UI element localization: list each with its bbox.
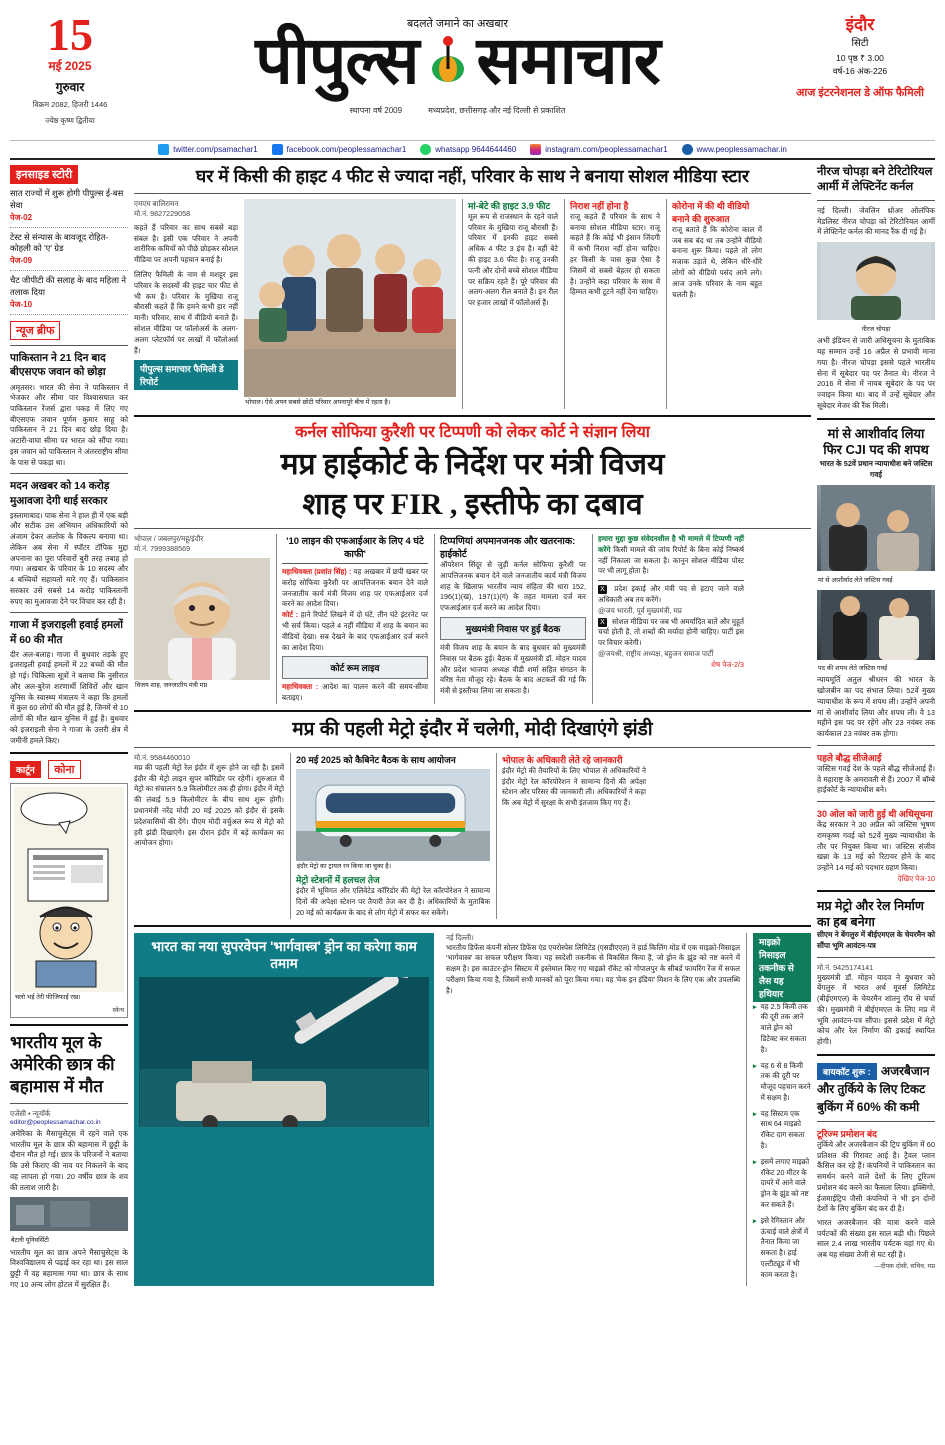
masthead-meta [130, 105, 785, 116]
hub-phone: मो.नं. 9425174141 [817, 962, 874, 972]
bullet-icon: ▸ [753, 1215, 757, 1225]
social-label: whatsapp 9644644460 [435, 145, 517, 154]
edition-price: 10 पृष्ठ ₹ 3.00 [836, 53, 884, 63]
metro-col-1 [134, 753, 284, 919]
social-label: instagram.com/peoplessamachar1 [545, 145, 668, 154]
boycott-body-2: भारत अजरबैजान की यात्रा करने वाले पर्यटकों की संख्या इस साल बढ़ी थी। पिछले साल 2.4 लाख भारतीय पर्यटक वहां गए थे। अब यह संख्या तेजी से घट रही है। [817, 1217, 935, 1260]
col1-subhead: मां-बेटे की हाइट 3.9 फीट [468, 200, 551, 211]
top-story-lead: कहते हैं परिवार का साथ सबसे बड़ा संबल है। इसी एक परिवार ने अपनी शारीरिक कमियों को पीछे छोड़कर सोशल मीडिया पर अपनी पहचान बनाई है। लिलिए फैमिली के नाम से मशहूर इस परिवार के सदस्यों की हाइट चार फीट से भी कम है। परिवार के मुखिया राजू बौरासी कहते हैं कि हमने कभी हार नहीं मानी। परिवार, साथ में वीडियो बनाते हैं। सोशल मीडिया पर फॉलोअर्स के अलग-अलग प्लेटफॉर्म पर लाखों में फॉलोअर्स हैं। [134, 222, 238, 355]
feature-text: यह सिस्टम एक साथ 64 माइक्रो रॉकेट दाग सकता है। [760, 1108, 805, 1151]
neeraj-body: अभी इंडियन से जारी अधिसूचना के मुताबिक यह सम्मान उन्हें 16 अप्रैल से प्रभावी माना गया है। नीरज चोपड़ा इससे पहले भारतीय सेना में सूबेदार पद पर तैनात थे। नीरज ने 2016 में सेना में नायब सूबेदार के पद पर ज्वाइन किया था। बाद में उन्हें सूबेदार और सूबेदार मेजर की रैंक मिली। [817, 336, 935, 410]
bottom-left-body: अमेरिका के मैसाचुसेट्स में रहने वाले एक भारतीय मूल के छात्र की बहामास में छुट्टी के दौरान मौत हो गई। छात्र के परिजनों ने बताया कि उसे किराए की नाव पर निकलने के बाद वह लापता हो गया। 20 वर्षीय छात्र के शव की तलाश जारी है। [10, 1128, 128, 1192]
cartoon-section [10, 760, 128, 1017]
brief-body: दीर अल-बलाह। गाजा में बुधवार तड़के हुए इजराइली हवाई हमलों में 22 बच्चों की मौत हो गई। चिकित्सा सूत्रों ने बताया कि नुसीरात और अल-बुरेज शरणार्थी शिविरों और खान यूनिस के स्वास्थ्य मंत्रालय ने कहा कि हमलों में कुल 60 लोगों की मौत हुई है, जिनमें से 10 लोगों की मौत खान यूनिस में हुई है। बुधवार को इजराइली सेना ने गाजा के उत्तरी क्षेत्र में जमीनी हमले किए। [10, 649, 128, 745]
masthead-title [130, 25, 785, 101]
top-story-photo-block [244, 199, 456, 409]
social-link-whatsapp[interactable] [420, 144, 516, 155]
boycott-signature: —दीपक दोसी, सचिव, मप्र [874, 1262, 935, 1270]
fir-text-1: यह अखबार में छपी खबर पर करोड़ सोफिया कुरैशी पर आपत्तिजनक बयान देने वाले जनजातीय कार्य मंत्री विजय शाह पर एफआईआर दर्ज करने का आदेश दिया। [282, 567, 428, 609]
family-photo-caption: भोपाल। ऐसे अपन सबसे छोटी परिवार अपनापुरे बीच में रहता है। [245, 398, 391, 406]
hub-story [817, 898, 935, 1048]
lead-kicker: कर्नल सोफिया कुरैशी पर टिप्पणी को लेकर कोर्ट ने संज्ञान लिया [295, 424, 650, 442]
col2-body: राजू कहते हैं परिवार के साथ ने बनाया सोशल मीडिया स्टार। राजू कहते हैं कि कोई भी इंसान जिंदगी में कभी निराश नहीं होना चाहिए। हर किसी के पास कुछ ऐसा है जिसमें वो सबसे बेहतर हो सकता है। उन्होंने कहा परिवार के साथ में हिम्मत कभी टूटने नहीं देना चाहिए। [570, 211, 660, 297]
whatsapp-icon [420, 144, 431, 155]
hub-headline[interactable]: मप्र मेट्रो और रेल निर्माण का हब बनेगा [817, 898, 924, 929]
masthead [10, 8, 935, 140]
page-reference[interactable]: शेष पेज-2/3 [711, 659, 744, 669]
masthead-title-left: पीपुल्स [255, 25, 419, 98]
metro-train-photo [296, 769, 490, 861]
lead-col-quotes [592, 534, 744, 704]
bottom-left-headline[interactable]: भारतीय मूल के अमेरिकी छात्र की बहामास में मौत [10, 1032, 115, 1096]
lead-place: भोपाल / जबलपुर/महू/इंदौर [134, 534, 204, 544]
masthead-edition-block [785, 8, 935, 101]
date-weekday: गुरुवार [55, 80, 85, 95]
fir-text-2: हाने रिपोर्ट लिखने में दो घंटे, तीन घंटे इंटरनेट पर भी सर्च किया। पहले 4 नहीं मीडिया में शाह के बयान का वीडियो देखा। सब देखने के बाद एफआईआर दर्ज करने का आदेश दिया। [282, 610, 428, 652]
quote-intro [598, 534, 744, 577]
main-column [134, 165, 811, 1291]
feature-item [753, 1109, 811, 1152]
metro-story [134, 718, 811, 918]
metro-phone: मो.नं. 9584460010 [134, 752, 191, 762]
bullet-icon: ▸ [753, 1001, 757, 1011]
family-photo [244, 199, 456, 397]
col2-subhead: निराश नहीं होना है [570, 200, 629, 211]
cartoon-art [14, 787, 124, 992]
hub-body: मुख्यमंत्री डॉ. मोहन यादव ने बुधवार को बेंगलुरु में भारत अर्थ मूवर्स लिमिटेड (बीईएमएल) के चेयरमैन शांतनु रॉय से चर्चा की। मुख्यमंत्री ने बीईएमएल के लिए मप्र में भूमि आवंटन-पत्र सौंपा। इससे प्रदेश में मेट्रो कोच और रेल निर्माण की इकाई स्थापित होगी। [817, 972, 935, 1047]
brand-logo-icon [421, 35, 475, 101]
bentley-university-photo [10, 1197, 128, 1231]
bhargavastra-story [134, 933, 811, 1286]
feature-text: यह 6 से 8 किमी तक की दूरी पर मौजूद पहचान करने में सक्षम है। [760, 1060, 811, 1102]
quote-intro-body: किसी मामले की जांच रिपोर्ट के बिना कोई निष्कर्ष नहीं निकाला जा सकता है। कानून सोशल मीडिया पोस्ट पर भी लागू होता है। [598, 544, 744, 576]
neeraj-byline: नई दिल्ली। जेवलिन थ्रोअर ओलंपिक मेडलिस्ट नीरज चोपड़ा को टेरिटोरियल आर्मी में लेफ्टिनेंट कर्नल की मानद रैंक दी गई है। [817, 205, 935, 237]
feature-item [753, 1216, 811, 1281]
bullet-icon: ▸ [753, 1108, 757, 1118]
fir-text-3: आदेश का पालन करने की समय-सीमा बताइए। [282, 682, 428, 703]
bullet-icon: ▸ [753, 1060, 757, 1070]
top-story-headline[interactable]: घर में किसी की हाइट 4 फीट से ज्यादा नहीं, परिवार के साथ ने बनाया सोशल मीडिया स्टार [195, 166, 750, 186]
cartoon-frame [10, 783, 128, 1017]
bottom-left-email[interactable]: editor@peoplessamachar.co.in [10, 1118, 101, 1126]
top-story-col-2 [564, 199, 660, 409]
feature-text: यह 2.5 किमी तक की दूरी तक आने वाले ड्रोन को डिटेक्ट कर सकता है। [760, 1001, 808, 1054]
top-story-col-3 [666, 199, 762, 409]
boycott-head-wrap [817, 1062, 935, 1116]
social-link-website[interactable] [682, 144, 787, 155]
lead-headline-line1[interactable]: मप्र हाईकोर्ट के निर्देश पर मंत्री विजय [280, 448, 665, 482]
edition-volume: वर्ष-16 अंक-226 [832, 66, 888, 76]
col3-subhead: कोरोना में की थी वीडियो बनाने की शुरुआत [672, 200, 750, 224]
top-story-byline-block [134, 199, 238, 409]
metro-right-body: इंदौर मेट्रो की तैयारियों के लिए भोपाल से अधिकारियों ने इंदौर मेट्रो रेल कॉरपोरेशन ने सामान्य दिनों की अपेक्षा स्टेशन और परिसर की जानकारी ली। अधिकारियों ने कहा कि अब मेट्रो में सुरक्षा के सभी इंतजाम किए गए हैं। [502, 765, 646, 808]
top-story-phone: मो.नं. 9827229058 [134, 208, 191, 218]
cji-photo-2 [817, 590, 935, 660]
bhargavastra-body: भारतीय डिफेंस कंपनी सोलर डिफेंस एंड एयरोस्पेस लिमिटेड (एसडीएएल) ने हार्ड किलिंग मोड में एक माइक्रो-मिसाइल 'भार्गवास्त्र' का सफल परीक्षण किया। यह स्वदेशी तकनीक से विकसित किया है, जो ड्रोन के झुंड को नष्ट करने में सक्षम है। इस काउंटर-ड्रोन सिस्टम में इस्तेमाल किए गए माइक्रो रॉकेट को गोपालपुर के सीबर्ड फायरिंग रेंज में सफल परीक्षण किया गया है, जिसमें सभी मानकों को पूरा किया गया। यह 'मेक इन इंडिया' मिशन के लिए एक और उपलब्धि है। [446, 942, 740, 995]
inside-story-item[interactable] [10, 228, 128, 272]
bentley-caption: बेटली यूनिवर्सिटी [11, 1237, 49, 1245]
inside-item-text: चैट जीपीटी की सलाह के बाद महिला ने तलाक दिया [10, 275, 127, 298]
neeraj-caption: नीरज चोपड़ा [861, 326, 891, 334]
fir-speaker-3: महाधिवक्ता : [282, 682, 319, 692]
quote-author: @जय भारती, पूर्व मुख्यमंत्री, मप्र [598, 605, 682, 615]
boycott-label: बायकॉट शुरू : [817, 1063, 877, 1080]
feature-item [753, 1061, 811, 1104]
feature-text: इसमें लगाए माइक्रो रॉकेट 20 मीटर के दायरे में आने वाले ड्रोन के झुंड को नष्ट कर सकते हैं। [760, 1156, 810, 1210]
twitter-icon [158, 144, 169, 155]
fir-exchange-2 [282, 610, 428, 653]
edition-city: इंदौर [845, 15, 875, 34]
metro-right-subhead: भोपाल के अधिकारी लेते रहे जानकारी [502, 754, 623, 765]
cji-story [817, 426, 935, 884]
quote-intro-head: हमारा मुद्दा कुछ संवेदनशील है भी मामले में टिप्पणी नहीं करेंगे [598, 534, 744, 554]
top-story-reporter: एमएम बालिरामन [134, 198, 179, 208]
boycott-subhead: टूरिज्म प्रमोशन बंद [817, 1128, 877, 1139]
cartoon-label-2: कोना [48, 760, 80, 779]
fir-speaker-2: कोर्ट : [282, 610, 299, 620]
date-number: 15 [47, 9, 93, 60]
cji-page-ref[interactable]: देखिए पेज-10 [897, 873, 935, 883]
news-brief-label: न्यूज ब्रीफ [10, 321, 60, 340]
fir-subhead: '10 लाइन की एफआईआर के लिए 4 घंटे काफी' [286, 536, 424, 561]
news-brief-section [10, 321, 128, 746]
date-tithi: ज्येष्ठ कृष्ण द्वितीया [45, 115, 95, 125]
cji-photo-1 [817, 485, 935, 571]
cji-body-3: केंद्र सरकार ने 30 अप्रैल को जस्टिस भूषण रामकृष्ण गवई को 52वें मुख्य न्यायाधीश के तौर पर नियुक्त किया था। जस्टिस संजीव खन्ना के 13 मई को रिटायर होने के बाद उन्होंने 14 मई को पदभार ग्रहण किया। [817, 820, 935, 872]
top-story [134, 165, 811, 409]
masthead-tagline: बदलते जमाने का अखबार [406, 18, 509, 30]
quote-item [598, 617, 744, 660]
cartoon-label: कार्टून [10, 761, 41, 778]
boycott-body: तुर्किये और अजरबैजान की ट्रिप बुकिंग में 60 प्रतिशत की गिरावट आई है। ट्रैवल प्लान कैंसिल कर रहे हैं। कंपनियों ने पाकिस्तान का समर्थन करने वाले देशों के लिए टूरिज्म प्रमोशन बंद करने का फैसला लिया। इक्सिगो, ईजमाईट्रिप जैसी कंपनियों ने भी इन दोनों देशों के लिए बुकिंग बंद कर दी है। [817, 1139, 935, 1214]
quote-author: @जयश्री, राष्ट्रीय अध्यक्ष, बहुजन समाज पार्टी [598, 649, 714, 659]
comments-subhead: टिप्पणियां अपमानजनक और खतरनाक: हाईकोर्ट [440, 536, 576, 561]
social-bar [10, 140, 935, 160]
metro-col-3 [496, 753, 646, 919]
inside-story-label: इनसाइड स्टोरी [10, 165, 78, 184]
metro-mid-body: इंदौर में भूमिगत और एलिवेटेड कॉरिडोर की मेट्रो रेल कॉरपोरेशन ने सामान्य दिनों की अपेक्षा स्टेशन पर तैयारी तेज कर दी है। अधिकारियों के मुताबिक 20 मई को कार्यक्रम के बाद से लोग मेट्रो में सफर कर सकेंगे। [296, 886, 490, 917]
bottom-left-body-2: भारतीय मूल का छात्र अपने मैसाचुसेट्स के विश्वविद्यालय से पढ़ाई कर रहा था। इस साल छुट्टी में वह बहामास गया था। छात्र के साथ गए 10 अन्य लोग होटल में सुरक्षित हैं। [10, 1247, 128, 1289]
feature-text: इसे रेगिस्तान और ऊंचाई वाले क्षेत्रों में तैनात किया जा सकता है। हाई एल्टीट्यूड में भी काम करता है। [760, 1215, 809, 1279]
feature-item [753, 1002, 811, 1056]
boycott-story [817, 1062, 935, 1270]
bullet-icon: ▸ [753, 1156, 757, 1166]
lead-photo-block [134, 534, 270, 704]
instagram-icon [530, 144, 541, 155]
neeraj-photo [817, 242, 935, 320]
feature-item [753, 1157, 811, 1211]
bhargavastra-photo-block [134, 933, 434, 1286]
inside-story-item[interactable] [10, 184, 128, 228]
left-rail [10, 165, 128, 1291]
cm-meeting-tag: मुख्यमंत्री निवास पर हुई बैठक [440, 617, 586, 640]
cji-headline[interactable]: मां से आशीर्वाद लिया फिर CJI पद की शपथ [823, 425, 929, 458]
bhargavastra-photo [139, 977, 429, 1127]
cartoon-signature: स्केच [112, 1006, 124, 1014]
quote-text: सोशल मीडिया पर जब भी अमर्यादित बातें और मुहूर्त चर्चा होती है, तो शब्दों की मर्यादा होनी चाहिए। पार्टी इस पर विचार करेगी। [598, 616, 745, 648]
cji-body: न्यायमूर्ति अतुल श्रीधरन की भारत के खोजबीन का पद संभाल लिया। 52वें मुख्य न्यायाधीश के रूप में शपथ ली। उन्होंने अपनी मां से आशीर्वाद लिया और शपथ ली। वे 13 महीने इस पद पर रहेंगे और 23 नवंबर तक कार्यकाल 23 नवंबर तक होगा। [817, 675, 935, 739]
x-icon: X [598, 585, 607, 594]
cji-caption-1: मां से आशीर्वाद लेते जस्टिस गवई [818, 576, 893, 584]
comments-body: ऑपरेशन सिंदूर से जुड़ी कर्नल सोफिया कुरैशी पर आपत्तिजनक बयान देने वाले जनजातीय कार्य मंत्री विजय शाह के खिलाफ भारतीय न्याय संहिता की धारा 152, 196(1)(ख), 197(1)(ग) के तहत मामला दर्ज कर एफआईआर दर्ज करने का आदेश दिया। [440, 560, 586, 613]
metro-subhead: 20 मई 2025 को कैबिनेट बैठक के साथ आयोजन [296, 754, 456, 765]
masthead-date-block [10, 8, 130, 126]
cji-sub-3: 30 ओल को जारी हुई थी अधिसूचना [817, 809, 933, 820]
cji-body-2: जस्टिस गवई देश के पहले बौद्ध सीजेआई हैं। वे महाराष्ट्र के अमरावती से हैं। 2007 में बॉम्बे हाईकोर्ट के न्यायाधीश बने। [817, 763, 935, 795]
bhargavastra-text-block [440, 933, 740, 1286]
masthead-editions: मध्यप्रदेश, छत्तीसगढ़ और नई दिल्ली से प्रकाशित [428, 105, 566, 115]
metro-mid-subhead: मेट्रो स्टेशनों में हलचल तेज [296, 875, 380, 886]
right-rail [817, 165, 935, 1291]
inside-item-text: टेस्ट से संन्यास के बावजूद रोहित-कोहली को 'ए' ग्रेड [10, 231, 109, 254]
masthead-founded: स्थापना वर्ष 2009 [349, 105, 403, 115]
cji-subhead: भारत के 52वें प्रधान न्यायाधीश बने जस्टिस गवई [819, 459, 933, 480]
features-label: माइक्रो मिसाइल तकनीक से लैस यह हथियार [753, 933, 811, 1002]
bhargavastra-features [746, 933, 811, 1286]
inside-item-page: पेज-10 [10, 299, 33, 309]
bhargavastra-headline[interactable]: भारत का नया सुपरवेपन 'भार्गवास्त्र' ड्रोन का करेगा काम तमाम [151, 938, 417, 972]
cji-sub-2: पहले बौद्ध सीजेआई [817, 752, 882, 763]
court-live-tag: कोर्ट रूम लाइव [282, 656, 428, 679]
cm-meeting-body: मंत्री विजय शाह के बयान के बाद बुधवार को मुख्यमंत्री निवास पर बैठक हुई। बैठक में मुख्यमंत्री डॉ. मोहन यादव और प्रदेश भाजपा अध्यक्ष वीडी शर्मा सहित संगठन के वरिष्ठ नेता मौजूद रहे। बैठक के बाद अटकलें की गई कि मंत्री से इस्तीफा लिया जा सकता है। [440, 643, 586, 696]
fir-exchange-3 [282, 682, 428, 704]
lead-story [134, 423, 811, 704]
social-link-facebook[interactable] [272, 144, 407, 155]
brief-headline[interactable]: पाकिस्तान ने 21 दिन बाद बीएसएफ जवान को छोड़ा [10, 352, 106, 379]
social-link-instagram[interactable] [530, 144, 667, 155]
metro-photo-caption: इंदौर मेट्रो का ट्रायल रन किया जा चुका है। [297, 862, 392, 870]
metro-headline[interactable]: मप्र की पहली मेट्रो इंदौर में चलेगी, मोदी दिखाएंगे झंडी [292, 719, 653, 741]
date-vikram: विक्रम 2082, हिजरी 1446 [32, 100, 108, 110]
day-observance: आज इंटरनेशनल डे ऑफ फैमिली [795, 87, 925, 99]
vijay-shah-photo [134, 558, 270, 680]
bhargavastra-place: नई दिल्ली। [446, 932, 474, 942]
lead-headline-line2[interactable]: शाह पर FIR , इस्तीफे का दबाव [302, 488, 643, 522]
metro-photo-block [290, 753, 490, 919]
inside-story-item[interactable] [10, 271, 128, 315]
bottom-left-story [10, 1032, 128, 1291]
lead-col-fir [276, 534, 428, 704]
vijay-shah-caption: विजय शाह, जनजातीय मंत्री मप्र [135, 682, 208, 690]
brief-body: इस्लामाबाद। पाक सेना ने हाल ही में एक बड़ी और सटीक उस अभियान अधिकारियों को अंजाम देकर अलोक के विकल्प बनाया था। लेकिन अब सेना में स्पॉटर टॉपिक मुद्दा अपनाना का पूरा परिवारों बुरी तरह तबाह हो गया। अखबार के परिवार के 10 सदस्य और 4 बच्चियों सहायतों मारे गए हैं। पाकिस्तान सरकार उसे सबसे 14 करोड़ पाकिस्तानी रुपए का मुआवजा देने पर विचार कर रही है। [10, 510, 128, 606]
col3-body: राजू बताते हैं कि कोरोना काल में जब सब बंद था तब उन्होंने वीडियो बनाना शुरू किया। पहले तो लोग मजाक उड़ाते थे, लेकिन धीरे-धीरे लोगों को वीडियो पसंद आने लगे। आज उनके परिवार के नाम बहुत चलती है। [672, 224, 762, 299]
quote-text: प्रदेश इकाई और मंत्री पद से हटाए जाने वाले अधिकारी अब तय करेंगे। [598, 584, 745, 605]
fir-exchange-1 [282, 567, 428, 610]
cartoon-caption: चलो भई तेरी फीजिफाई रख। [15, 994, 81, 1002]
social-label: www.peoplessamachar.in [696, 145, 787, 154]
col1-body: मूल रूप से राजस्थान के रहने वाले परिवार के मुखिया राजू बौरासी हैं। परिवार में इनकी हाइट सबसे अधिक 4 फीट 3 इंच है। वहीं बेटे की हाइट 3.6 फीट है। राजू उनकी पत्नी और दोनों बच्चे सोशल मीडिया पर सक्रिय रहते हैं। पूरे परिवार की अलग-अलग रील बनाते हैं। इन रील पर हजार लाखों में फॉलोअर्स हैं। [468, 211, 558, 308]
inside-item-text: सात राज्यों में शुरू होगी पीपुल्स ई-बस सेवा [10, 188, 124, 210]
date-month-year: मई 2025 [48, 59, 92, 74]
brief-headline[interactable]: मदन अखबर को 14 करोड़ मुआवजा देगी थाई सरकार [10, 480, 110, 507]
neeraj-chopra-story [817, 165, 935, 412]
masthead-title-right: समाचार [476, 25, 660, 98]
hub-subhead: सीएम ने बेंगलुरु में बीईएमएल के चेयरमैन को सौंपा भूमि आवंटन-पत्र [817, 930, 935, 950]
inside-item-page: पेज-02 [10, 212, 33, 222]
x-icon: X [598, 618, 607, 627]
facebook-icon [272, 144, 283, 155]
social-label: facebook.com/peoplessamachar1 [286, 145, 407, 154]
social-link-twitter[interactable] [158, 144, 257, 155]
bottom-left-byline: एजेंसी • न्यूयॉर्क [10, 1108, 51, 1118]
family-day-badge: पीपुल्स समाचार फैमिली डे रिपोर्ट [134, 360, 238, 390]
inside-item-page: पेज-09 [10, 256, 33, 266]
top-story-col-1 [462, 199, 558, 409]
edition-city-sub: सिटी [851, 38, 869, 49]
lead-col-comments [434, 534, 586, 704]
globe-icon [682, 144, 693, 155]
brief-headline[interactable]: गाजा में इजराइली हवाई हमलों में 60 की मौत [10, 619, 124, 646]
fir-speaker-1: महाधिवक्ता (प्रशांत सिंह) : [282, 567, 352, 577]
social-label: twitter.com/psamachar1 [173, 145, 258, 154]
cji-caption-2: पद की शपथ लेते जस्टिस गवई [818, 665, 888, 673]
masthead-title-block [130, 8, 785, 116]
brief-body: अमृतसर। भारत की सेना ने पाकिस्तान में भेजकर और सीमा पार विश्वासघात कर पाकिस्तान रेंजर्स द्वारा पकड़ में लिए गए बीएसएफ जवान पूर्णम कुमार साहू को पाकिस्तान ने 21 दिन बाद छोड़ दिया है। अटारी-वाघा सीमा पर भारत को सौंपा गया। इस जवान को पाकिस्तान ने अंतरराष्ट्रीय सीमा के पास से पकड़ा था। [10, 382, 128, 467]
neeraj-headline[interactable]: नीरज चोपड़ा बने टेरिटोरियल आर्मी में लेफ्टिनेंट कर्नल [817, 166, 933, 193]
metro-body: मप्र की पहली मेट्रो रेल इंदौर में शुरू होने जा रही है। इसमें इंदौर की मेट्रो लाइन सुपर कॉरिडोर पर रहेगी। शुरुआत में मेट्रो का संचालन 5.9 किलोमीटर तक ही होगा। इंदौर में मेट्रो की लंबाई 5.9 किलोमीटर के बीच साथ शुरू होगी। प्रधानमंत्री नरेंद्र मोदी 20 मई 2025 को इंदौर से इसके प्रदेशवासियों की देंगे। पीएम मोदी वर्चुअल रूप से मेट्रो को हरी झंडी दिखाएंगे। इस दौरान इंदौर में बड़े कार्यक्रम का आयोजन होगा। [134, 762, 284, 848]
boycott-headline[interactable]: अजरबैजान और तुर्किये के लिए टिकट बुकिंग में 60% की कमी [817, 1063, 930, 1114]
lead-phone: मो.नं. 7999388569 [134, 544, 191, 554]
quote-item [598, 584, 744, 616]
